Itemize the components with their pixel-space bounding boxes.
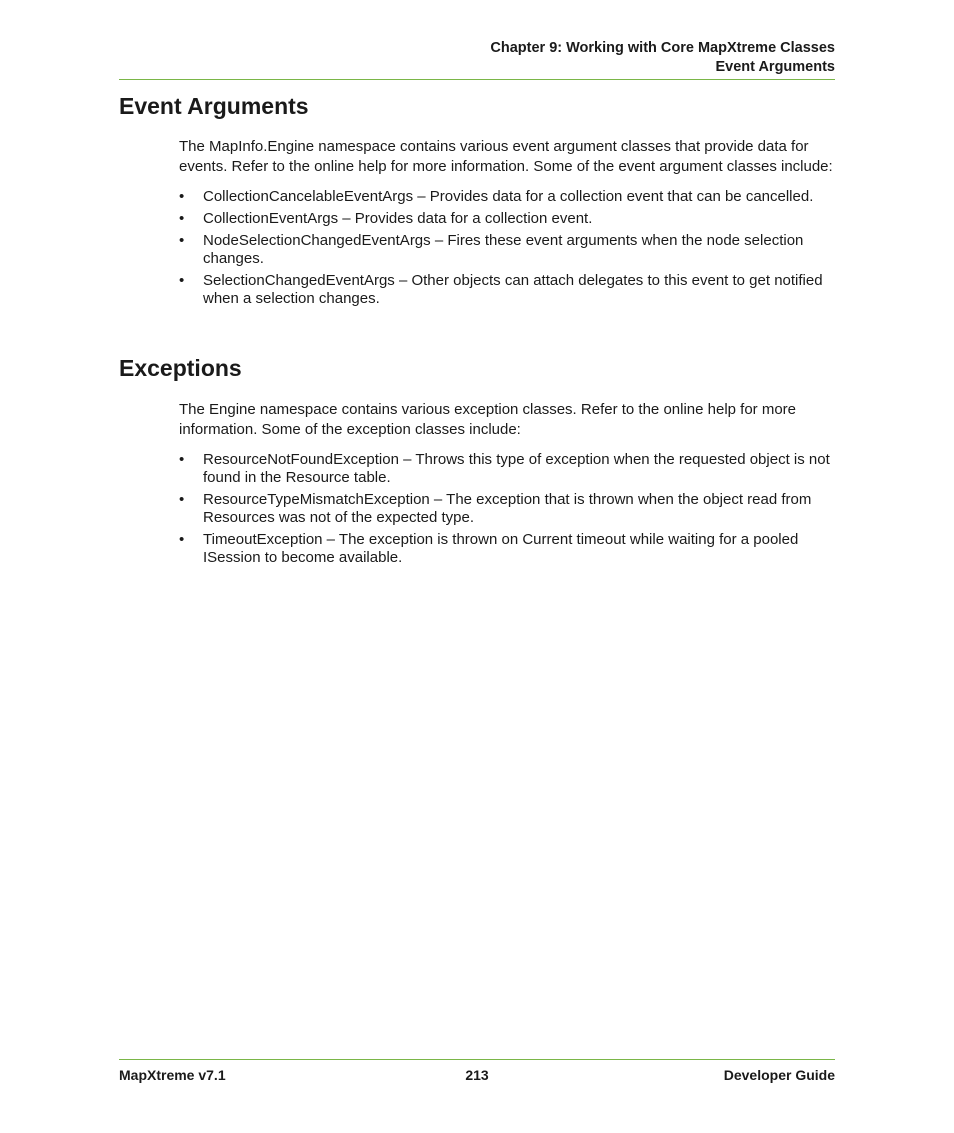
bullet-icon: • (179, 210, 185, 227)
section-heading-exceptions: Exceptions (119, 355, 242, 381)
bullet-icon: • (179, 272, 185, 289)
section-heading-event-arguments: Event Arguments (119, 93, 309, 119)
footer-product: MapXtreme v7.1 (119, 1067, 226, 1083)
footer-page-number: 213 (465, 1067, 489, 1083)
event-arguments-list (179, 188, 835, 312)
bullet-icon: • (179, 188, 185, 205)
bullet-icon: • (179, 451, 185, 468)
footer-rule (119, 1059, 835, 1060)
header-section: Event Arguments (715, 59, 835, 75)
bullet-icon: • (179, 491, 185, 508)
bullet-icon: • (179, 232, 185, 249)
running-header (119, 39, 835, 77)
list-item: • CollectionCancelableEventArgs – Provides data for a collection event that can be cancelled. (179, 188, 814, 205)
footer-guide-title: Developer Guide (723, 1067, 835, 1083)
list-item: • ResourceNotFoundException – Throws this type of exception when the requested object is not found in the Resource table. (179, 451, 830, 486)
list-item: • NodeSelectionChangedEventArgs – Fires these event arguments when the node selection changes. (179, 232, 804, 267)
bullet-icon: • (179, 531, 185, 548)
exceptions-intro: The Engine namespace contains various exception classes. Refer to the online help for more information. Some of the exception classes include: (179, 401, 797, 438)
list-item: • CollectionEventArgs – Provides data for a collection event. (179, 210, 593, 227)
header-chapter: Chapter 9: Working with Core MapXtreme Classes (490, 40, 835, 56)
header-rule (119, 79, 835, 80)
list-item: • ResourceTypeMismatchException – The exception that is thrown when the object read from Resources was not of the expected type. (179, 491, 812, 526)
list-item: • SelectionChangedEventArgs – Other objects can attach delegates to this event to get notified when a selection changes. (179, 272, 823, 307)
event-arguments-intro: The MapInfo.Engine namespace contains various event argument classes that provide data for events. Refer to the online help for more information. Some of the event argument classes include: (179, 138, 833, 175)
list-item: • TimeoutException – The exception is thrown on Current timeout while waiting for a pooled ISession to become available. (179, 531, 799, 566)
exceptions-list (179, 451, 835, 571)
